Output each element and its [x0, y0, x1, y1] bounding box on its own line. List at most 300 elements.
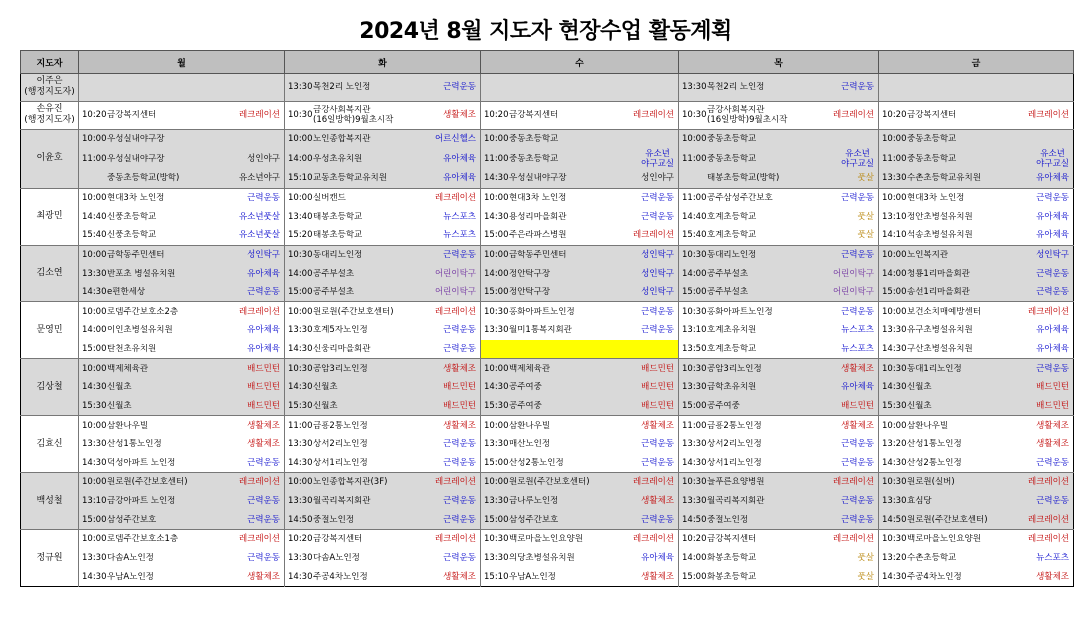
session-cell-thu: [679, 169, 879, 188]
session-entry: [481, 321, 678, 340]
session-place: 노인종합복지관: [313, 134, 371, 145]
session-entry: [679, 378, 878, 397]
session-cell-fri: [879, 378, 1074, 397]
session-activity: 배드민턴: [247, 382, 280, 393]
session-activity: 근력운동: [1036, 496, 1069, 507]
session-entry: [285, 169, 480, 187]
session-activity: 근력운동: [641, 211, 674, 222]
session-activity: 어린이탁구: [434, 268, 476, 279]
session-time: 13:30: [882, 325, 907, 336]
session-time: 15:00: [484, 230, 509, 241]
session-time: 10:20: [882, 110, 907, 121]
session-entry: [679, 169, 878, 187]
session-place: 중동초등학교: [907, 134, 957, 145]
session-cell-fri: [879, 302, 1074, 321]
session-time: 14:40: [82, 211, 107, 222]
session-time: 14:00: [682, 268, 707, 279]
session-cell-wed: [481, 473, 679, 492]
session-time: 13:30: [82, 268, 107, 279]
session-time: 11:00: [682, 192, 707, 203]
session-entry: [879, 435, 1073, 454]
session-cell-thu: [679, 101, 879, 129]
session-cell-mon: [79, 188, 285, 207]
session-entry: [679, 454, 878, 472]
session-activity: 생활체조: [1036, 571, 1069, 582]
table-row: [21, 245, 1074, 264]
table-row: [21, 169, 1074, 188]
session-cell-fri: [879, 283, 1074, 302]
session-place: 삼성주간보호: [509, 514, 559, 525]
session-time: 10:30: [882, 477, 907, 488]
session-cell-thu: [679, 511, 879, 530]
session-time: 13:10: [82, 496, 107, 507]
session-place: 금강사회복지관 (16일방학)9월초시작: [313, 105, 394, 126]
session-place: 상서2리노인정: [313, 439, 368, 450]
session-activity: 레크레이션: [434, 477, 476, 488]
table-row: [21, 302, 1074, 321]
session-time: 13:30: [682, 82, 707, 93]
session-activity: 생활체조: [247, 420, 280, 431]
session-place: 우성실내야구장: [107, 134, 165, 145]
session-entry: [481, 454, 678, 472]
session-time: 13:40: [288, 211, 313, 222]
session-entry: [679, 148, 878, 169]
session-place: 태봉초등학교(방학): [707, 173, 780, 184]
session-time: 13:30: [682, 496, 707, 507]
session-entry: [481, 102, 678, 129]
session-cell-mon: [79, 473, 285, 492]
session-cell-wed: [481, 148, 679, 169]
session-cell-thu: [679, 492, 879, 511]
header-day-wed: 수: [481, 51, 679, 74]
session-entry: [679, 416, 878, 434]
session-place: 상서1리노인정: [313, 457, 368, 468]
session-place: 중절노인정: [707, 514, 749, 525]
session-cell-fri: [879, 492, 1074, 511]
session-entry: [879, 148, 1073, 169]
session-time: 14:30: [82, 287, 107, 298]
session-place: 상서2리노인정: [707, 439, 762, 450]
session-entry: [679, 321, 878, 340]
session-activity: 근력운동: [247, 287, 280, 298]
session-time: 13:30: [82, 553, 107, 564]
session-time: 10:20: [82, 110, 107, 121]
session-activity: 근력운동: [841, 457, 874, 468]
session-cell-thu: [679, 74, 879, 102]
session-entry: [285, 416, 480, 434]
header-day-thu: 목: [679, 51, 879, 74]
session-time: 13:30: [484, 553, 509, 564]
session-time: 10:30: [682, 306, 707, 317]
session-place: 금학동주민센터: [509, 249, 567, 260]
session-activity: 생활체조: [443, 420, 476, 431]
session-activity: 레크레이션: [238, 110, 280, 121]
session-time: 14:40: [682, 211, 707, 222]
session-entry: [679, 102, 878, 129]
session-entry: [879, 321, 1073, 340]
session-cell-tue: [285, 340, 481, 359]
session-time: 14:30: [682, 457, 707, 468]
session-place: 산성1통노인정: [107, 439, 162, 450]
session-cell-wed: [481, 378, 679, 397]
table-row: [21, 511, 1074, 530]
session-cell-fri: [879, 435, 1074, 454]
session-activity: 레크레이션: [632, 110, 674, 121]
session-entry: [79, 568, 284, 586]
session-entry: [879, 416, 1073, 434]
session-time: 15:40: [682, 230, 707, 241]
session-time: 11:00: [682, 153, 707, 164]
session-entry: [79, 340, 284, 358]
instructor-name: 이주은 (행정지도자): [21, 74, 79, 102]
session-time: 15:10: [484, 571, 509, 582]
session-place: 수촌초등학교유치원: [907, 173, 981, 184]
session-place: 태봉초등학교: [313, 230, 363, 241]
session-time: 13:30: [882, 173, 907, 184]
session-activity: 성인야구: [641, 173, 674, 184]
session-time: 15:10: [288, 173, 313, 184]
instructor-name: 이윤호: [21, 129, 79, 188]
session-cell-thu: [679, 359, 879, 378]
session-activity: 유소년 야구교실: [1036, 148, 1069, 169]
session-place: 백제체육관: [509, 363, 551, 374]
session-time: 14:30: [288, 457, 313, 468]
session-cell-thu: [679, 530, 879, 549]
session-cell-wed: [481, 302, 679, 321]
session-cell-thu: [679, 378, 879, 397]
session-place: 호계초등학교: [707, 230, 757, 241]
session-cell-wed: [481, 169, 679, 188]
session-cell-wed: [481, 511, 679, 530]
session-cell-fri: [879, 101, 1074, 129]
session-entry: [879, 102, 1073, 129]
session-time: 15:00: [682, 401, 707, 412]
session-cell-mon: [79, 207, 285, 226]
session-time: 15:00: [682, 571, 707, 582]
session-activity: 생활체조: [443, 571, 476, 582]
session-activity: 어린이탁구: [434, 287, 476, 298]
session-entry: [879, 207, 1073, 226]
session-activity: 유아체육: [1036, 211, 1069, 222]
session-cell-thu: [679, 397, 879, 416]
table-row: [21, 378, 1074, 397]
session-place: 구산초병설유치원: [907, 344, 973, 355]
session-time: 10:00: [882, 306, 907, 317]
session-entry: [285, 359, 480, 377]
session-place: 정안초병설유치원: [907, 211, 973, 222]
session-entry: [481, 169, 678, 187]
session-place: 중동초등학교: [509, 134, 559, 145]
instructor-name: 정규원: [21, 530, 79, 587]
session-time: 14:30: [82, 382, 107, 393]
session-entry: [79, 207, 284, 226]
session-activity: 근력운동: [443, 553, 476, 564]
session-place: 원로원(주간보호센터): [313, 306, 394, 317]
session-time: 14:30: [484, 382, 509, 393]
session-cell-mon: [79, 568, 285, 587]
session-entry: [79, 397, 284, 415]
session-cell-thu: [679, 129, 879, 148]
session-cell-wed: [481, 101, 679, 129]
session-place: 공주부설초: [707, 287, 749, 298]
session-activity: 유소년야구: [238, 173, 280, 184]
session-time: 10:00: [82, 420, 107, 431]
session-time: 10:00: [882, 420, 907, 431]
session-place: 금강복지센터: [313, 534, 363, 545]
session-time: 10:00: [484, 477, 509, 488]
session-place: 늘푸른요양병원: [707, 477, 765, 488]
instructor-name: 문영민: [21, 302, 79, 359]
session-cell-wed: [481, 435, 679, 454]
session-entry: [879, 492, 1073, 511]
session-time: 15:20: [288, 230, 313, 241]
table-row: [21, 148, 1074, 169]
session-activity: 레크레이션: [1027, 477, 1069, 488]
session-time: 14:00: [682, 553, 707, 564]
session-activity: 유소년풋살: [238, 230, 280, 241]
session-place: 우성실내야구장: [509, 173, 567, 184]
session-time: 13:30: [82, 439, 107, 450]
session-time: 13:50: [682, 344, 707, 355]
session-time: 10:00: [288, 477, 313, 488]
session-place: 중동초등학교: [707, 153, 757, 164]
session-place: 신월초: [907, 382, 932, 393]
session-cell-mon: [79, 148, 285, 169]
session-time: 10:30: [288, 249, 313, 260]
session-entry: [679, 359, 878, 377]
session-activity: 근력운동: [841, 306, 874, 317]
session-activity: 유아체육: [1036, 344, 1069, 355]
table-row: [21, 283, 1074, 302]
table-row: [21, 549, 1074, 568]
session-activity: 유아체육: [1036, 173, 1069, 184]
session-entry: [285, 207, 480, 226]
session-place: 삼환나우빌: [107, 420, 149, 431]
session-place: 보건소치매예방센터: [907, 306, 981, 317]
session-activity: 배드민턴: [247, 401, 280, 412]
session-cell-wed: [481, 74, 679, 102]
session-cell-wed: [481, 416, 679, 435]
session-entry: [285, 189, 480, 207]
session-time: 14:00: [288, 268, 313, 279]
session-cell-fri: [879, 568, 1074, 587]
session-activity: 레크레이션: [434, 306, 476, 317]
session-time: 13:30: [882, 496, 907, 507]
session-entry: [879, 473, 1073, 491]
session-entry: [285, 148, 480, 169]
session-place: 공주부설초: [313, 287, 355, 298]
session-activity: 근력운동: [247, 496, 280, 507]
session-cell-thu: [679, 245, 879, 264]
session-cell-fri: [879, 416, 1074, 435]
instructor-name: 백성철: [21, 473, 79, 530]
session-entry: [285, 397, 480, 415]
session-cell-thu: [679, 435, 879, 454]
session-entry: [285, 435, 480, 454]
session-place: 중동초등학교(방학): [107, 173, 180, 184]
session-time: 15:00: [882, 287, 907, 298]
session-entry: [285, 492, 480, 511]
session-place: 현대3차 노인정: [107, 192, 165, 203]
session-activity: 레크레이션: [832, 534, 874, 545]
session-cell-wed: [481, 568, 679, 587]
session-activity: 생활체조: [443, 110, 476, 121]
session-place: 매산노인정: [509, 439, 551, 450]
session-time: 14:00: [288, 153, 313, 164]
session-activity: 유아체육: [841, 382, 874, 393]
session-place: 원로원(주간보호센터): [509, 477, 590, 488]
session-place: 중동초등학교: [707, 134, 757, 145]
session-time: 10:00: [82, 192, 107, 203]
session-entry: [481, 416, 678, 434]
session-time: 10:00: [82, 363, 107, 374]
session-place: 유구초병설유치원: [907, 325, 973, 336]
instructor-name: 김상철: [21, 359, 79, 416]
session-activity: 뉴스포츠: [443, 230, 476, 241]
session-place: 목천2리 노인정: [313, 82, 371, 93]
session-place: 수촌초등학교: [907, 553, 957, 564]
session-activity: 배드민턴: [641, 401, 674, 412]
session-cell-tue: [285, 492, 481, 511]
session-time: 13:30: [682, 382, 707, 393]
session-time: 10:30: [682, 363, 707, 374]
session-activity: 풋살: [857, 211, 874, 222]
session-time: 15:00: [82, 514, 107, 525]
session-cell-tue: [285, 188, 481, 207]
session-activity: 성인탁구: [641, 268, 674, 279]
session-entry: [879, 283, 1073, 301]
session-cell-wed: [481, 549, 679, 568]
session-cell-mon: [79, 530, 285, 549]
session-time: 11:00: [288, 420, 313, 431]
session-cell-mon: [79, 416, 285, 435]
session-activity: 유아체육: [443, 173, 476, 184]
session-entry: [285, 454, 480, 472]
session-place: 다솜A노인정: [107, 553, 154, 564]
session-cell-mon: [79, 378, 285, 397]
session-activity: 레크레이션: [832, 110, 874, 121]
session-entry: [79, 321, 284, 340]
session-entry: [481, 378, 678, 397]
session-activity: 근력운동: [1036, 287, 1069, 298]
session-entry: [79, 130, 284, 148]
session-time: 13:30: [682, 439, 707, 450]
session-cell-tue: [285, 74, 481, 102]
session-entry: [79, 549, 284, 568]
session-activity: 근력운동: [841, 439, 874, 450]
session-place: 삼환나우빌: [907, 420, 949, 431]
session-activity: 뉴스포츠: [443, 211, 476, 222]
session-cell-tue: [285, 530, 481, 549]
session-place: 우남A노인정: [509, 571, 556, 582]
session-place: 로뎀주간보호소1층: [107, 534, 179, 545]
session-activity: 배드민턴: [1036, 401, 1069, 412]
session-cell-thu: [679, 454, 879, 473]
session-activity: 근력운동: [443, 496, 476, 507]
session-cell-wed: [481, 454, 679, 473]
session-activity: 뉴스포츠: [1036, 553, 1069, 564]
session-entry: [481, 264, 678, 283]
session-cell-tue: [285, 129, 481, 148]
session-cell-tue: [285, 378, 481, 397]
session-cell-fri: [879, 359, 1074, 378]
session-cell-mon: [79, 283, 285, 302]
session-cell-fri: [879, 549, 1074, 568]
session-activity: 생활체조: [641, 420, 674, 431]
session-place: 신월초: [907, 401, 932, 412]
session-activity: 유소년 야구교실: [641, 148, 674, 169]
session-place: 호계5자노인정: [313, 325, 368, 336]
session-cell-thu: [679, 416, 879, 435]
session-entry: [481, 226, 678, 244]
session-cell-thu: [679, 568, 879, 587]
session-place: 실버캔드: [313, 192, 346, 203]
session-activity: 근력운동: [443, 325, 476, 336]
session-place: 공주여중: [509, 401, 542, 412]
session-cell-mon: [79, 74, 285, 102]
schedule-table: [20, 50, 1074, 587]
session-entry: [285, 340, 480, 358]
session-place: 탄천초유치원: [107, 344, 157, 355]
header-day-tue: 화: [285, 51, 481, 74]
session-place: 공주삼성주간보호: [707, 192, 773, 203]
session-cell-mon: [79, 492, 285, 511]
session-cell-wed: [481, 397, 679, 416]
session-time: 10:30: [682, 477, 707, 488]
session-time: 15:40: [82, 230, 107, 241]
session-activity: 근력운동: [1036, 192, 1069, 203]
session-cell-mon: [79, 169, 285, 188]
table-row: [21, 340, 1074, 359]
session-cell-tue: [285, 148, 481, 169]
session-cell-thu: [679, 188, 879, 207]
instructor-name: 손유진 (행정지도자): [21, 101, 79, 129]
session-entry: [285, 130, 480, 148]
session-time: 10:00: [882, 249, 907, 260]
session-place: 화봉초등학교: [707, 553, 757, 564]
session-place: 호계초유치원: [707, 325, 757, 336]
session-place: 화봉초등학교: [707, 571, 757, 582]
session-entry: [285, 530, 480, 548]
session-activity: 근력운동: [443, 249, 476, 260]
session-cell-thu: [679, 549, 879, 568]
session-place: 산성2통노인정: [907, 457, 962, 468]
session-time: 14:50: [288, 514, 313, 525]
session-cell-wed: [481, 492, 679, 511]
session-place: 우성초유치원: [313, 153, 363, 164]
session-time: 10:00: [82, 306, 107, 317]
session-entry: [79, 189, 284, 207]
session-activity: 레크레이션: [632, 534, 674, 545]
session-cell-mon: [79, 129, 285, 148]
session-entry: [481, 492, 678, 511]
session-entry: [679, 264, 878, 283]
session-place: 백로마을노인요양원: [509, 534, 583, 545]
session-cell-mon: [79, 226, 285, 245]
session-place: 금강복지센터: [509, 110, 559, 121]
session-place: 월곡리복지회관: [707, 496, 765, 507]
session-entry: [481, 397, 678, 415]
session-entry: [285, 246, 480, 264]
session-activity: 근력운동: [247, 457, 280, 468]
session-entry: [679, 74, 878, 101]
session-cell-fri: [879, 74, 1074, 102]
session-time: 10:00: [882, 134, 907, 145]
session-entry: [879, 549, 1073, 568]
session-entry: [481, 283, 678, 301]
session-time: 14:50: [882, 514, 907, 525]
header-day-mon: 월: [79, 51, 285, 74]
